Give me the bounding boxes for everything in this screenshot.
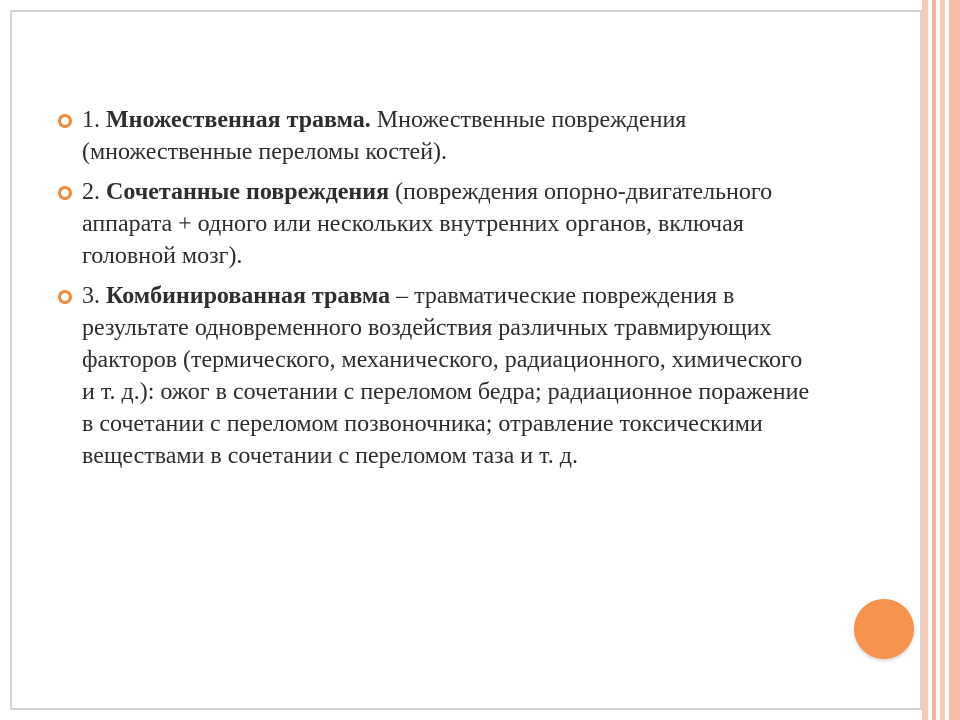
list-item	[58, 176, 818, 272]
item-number: 1.	[82, 107, 106, 133]
circle-bullet-icon	[58, 290, 72, 304]
list-item	[58, 280, 818, 472]
stripe	[922, 0, 928, 720]
list-item	[58, 104, 818, 168]
circle-bullet-icon	[58, 186, 72, 200]
bullet-list	[58, 104, 818, 480]
decorative-orange-circle	[854, 599, 914, 659]
circle-bullet-icon	[58, 114, 72, 128]
item-term: Множественная травма.	[106, 107, 371, 133]
stripe	[940, 0, 945, 720]
item-description: – травматические повреждения в результате одновременного воздействия различных травмирующих факторов (термического, механического, радиационного, химического и т. д.): ожог в сочетании с переломом бедра; радиационное поражение в сочетании с переломом позвоночника; отравление токсическими веществами в сочетании с переломом таза и т. д.	[82, 283, 810, 469]
stripe	[932, 0, 936, 720]
decorative-stripes	[920, 0, 960, 720]
item-description: (повреждения опорно-двигательного аппарата + одного или нескольких внутренних органов, включая головной мозг).	[82, 179, 773, 269]
item-number: 3.	[82, 283, 106, 309]
stripe	[949, 0, 960, 720]
item-term: Комбинированная травма	[106, 283, 391, 309]
item-description: Множественные повреждения (множественные переломы костей).	[82, 107, 687, 165]
item-number: 2.	[82, 179, 106, 205]
item-term: Сочетанные повреждения	[106, 179, 390, 205]
